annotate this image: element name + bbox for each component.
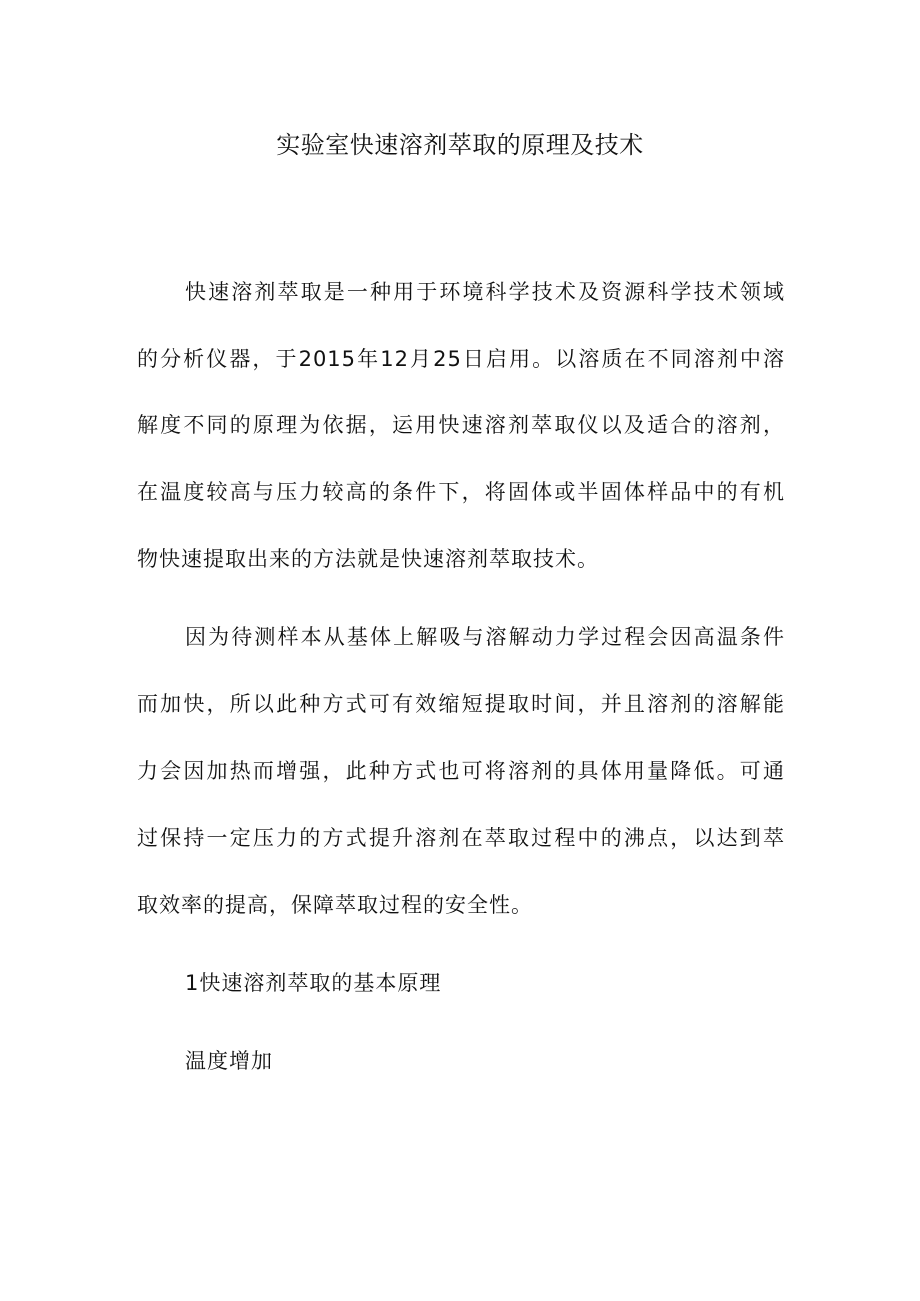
paragraph-2-line-4: 过保持一定压力的方式提升溶剂在萃取过程中的沸点，以达到萃 [137, 826, 785, 850]
paragraph-2-line-3: 力会因加热而增强，此种方式也可将溶剂的具体用量降低。可通 [137, 759, 785, 783]
document-title: 实验室快速溶剂萃取的原理及技术 [276, 131, 644, 159]
paragraph-2-line-1: 因为待测样本从基体上解吸与溶解动力学过程会因高温条件 [185, 625, 785, 649]
paragraph-1-line-1: 快速溶剂萃取是一种用于环境科学技术及资源科学技术领域 [185, 280, 785, 304]
paragraph-2-line-2: 而加快，所以此种方式可有效缩短提取时间，并且溶剂的溶解能 [137, 692, 785, 716]
paragraph-2-line-5: 取效率的提高，保障萃取过程的安全性。 [137, 893, 533, 917]
paragraph-1-line-2: 的分析仪器，于2015年12月25日启用。以溶质在不同溶剂中溶 [137, 347, 785, 371]
paragraph-1-line-3: 解度不同的原理为依据，运用快速溶剂萃取仪以及适合的溶剂， [137, 413, 785, 437]
paragraph-1-line-5: 物快速提取出来的方法就是快速溶剂萃取技术。 [137, 547, 599, 571]
paragraph-1-line-4: 在温度较高与压力较高的条件下，将固体或半固体样品中的有机 [137, 480, 785, 504]
section-heading-1: 1快速溶剂萃取的基本原理 [185, 971, 442, 995]
subheading-temperature-increase: 温度增加 [185, 1049, 273, 1073]
